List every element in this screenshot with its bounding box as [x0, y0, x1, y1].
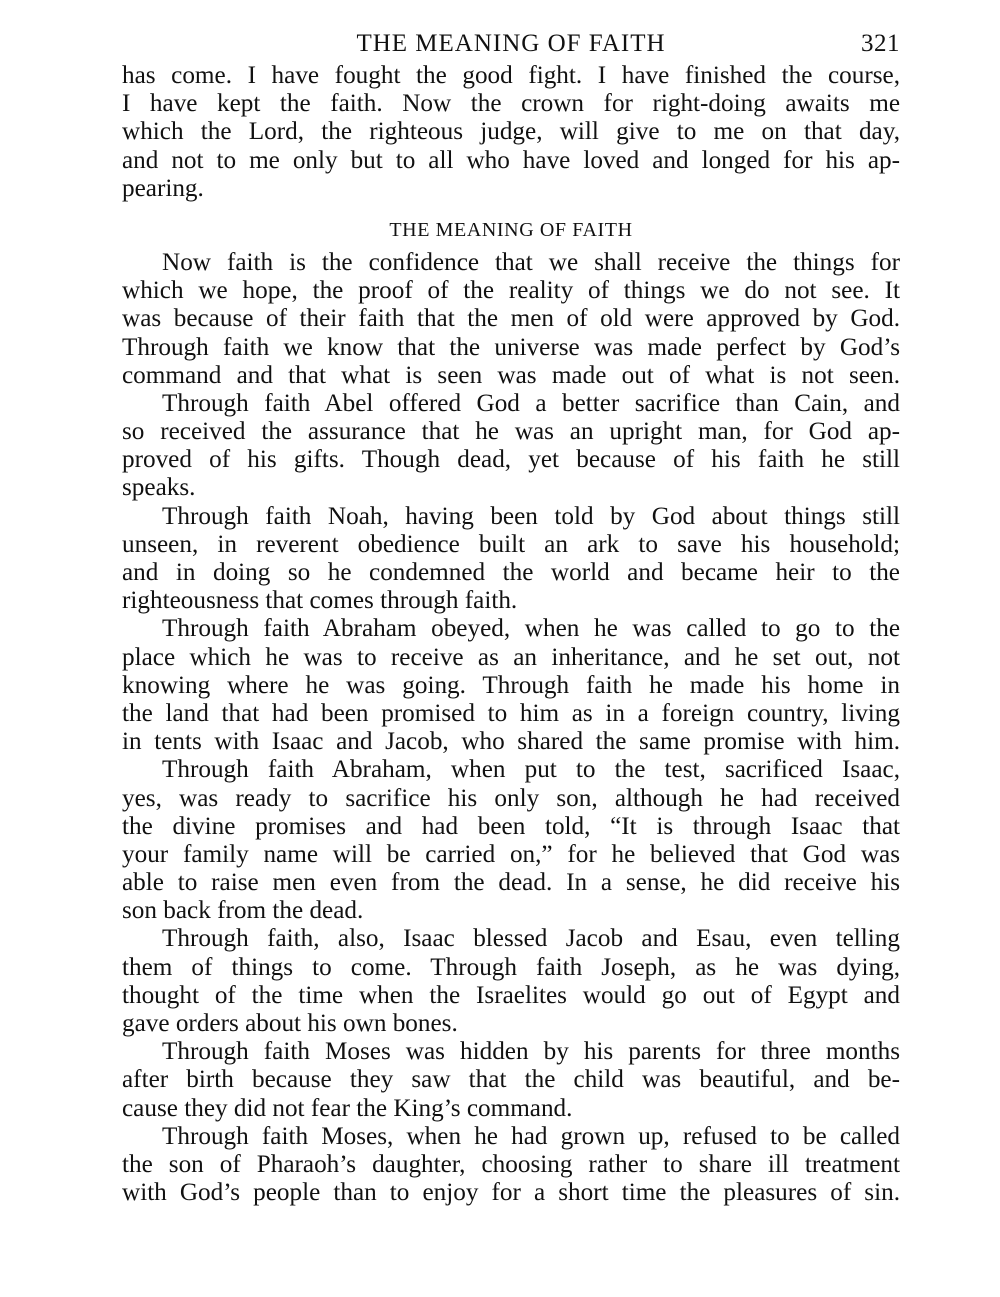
text-line: so received the assurance that he was an upright man, for God ap- [122, 418, 900, 446]
text-line: son back from the dead. [122, 897, 364, 925]
text-line: has come. I have fought the good fight. I have finished the course, [122, 62, 900, 89]
text-line: and in doing so he condemned the world and became heir to the [122, 559, 900, 586]
paragraph [122, 925, 900, 1038]
paragraph [122, 249, 900, 390]
text-line: command and that what is seen was made out of what is not seen. [122, 361, 900, 389]
text-line: pearing. [122, 174, 204, 202]
text-line: was because of their faith that the men of old were approved by God. [122, 305, 900, 333]
running-header [122, 26, 900, 62]
intro-paragraph [122, 62, 900, 203]
paragraph [122, 1123, 900, 1208]
text-line: Through faith Noah, having been told by God about things still [162, 502, 900, 530]
text-line: gave orders about his own bones. [122, 1010, 458, 1037]
text-line: your family name will be carried on,” for he believed that God was [122, 840, 900, 868]
paragraph [122, 756, 900, 925]
text-line: thought of the time when the Israelites would go out of Egypt and [122, 981, 900, 1009]
text-line: place which he was to receive as an inheritance, and he set out, not [122, 643, 900, 671]
text-line: yes, was ready to sacrifice his only son, although he had received [122, 784, 900, 812]
text-line: cause they did not fear the King’s command. [122, 1094, 573, 1122]
paragraph [122, 615, 900, 756]
section-heading: THE MEANING OF FAITH [389, 218, 633, 241]
text-line: Through faith Abraham obeyed, when he was called to go to the [162, 615, 900, 643]
paragraph [122, 1038, 900, 1123]
text-line: speaks. [122, 474, 196, 502]
text-line: and not to me only but to all who have loved and longed for his ap- [122, 146, 900, 174]
text-line: which we hope, the proof of the reality of things we do not see. It [122, 277, 900, 305]
text-line: unseen, in reverent obedience built an ark to save his household; [122, 530, 900, 558]
text-line: the land that had been promised to him as in a foreign country, living [122, 699, 900, 727]
text-line: I have kept the faith. Now the crown for right-doing awaits me [122, 90, 900, 118]
page-number: 321 [861, 30, 900, 57]
text-line: them of things to come. Through faith Joseph, as he was dying, [122, 953, 900, 981]
text-line: Through faith Moses, when he had grown up, refused to be called [162, 1122, 900, 1150]
paragraph [122, 390, 900, 503]
text-line: which the Lord, the righteous judge, will give to me on that day, [122, 118, 900, 146]
book-page [122, 26, 900, 1207]
paragraph [122, 503, 900, 616]
running-title: THE MEANING OF FAITH [356, 30, 666, 57]
text-line: Through faith Moses was hidden by his parents for three months [162, 1038, 900, 1066]
text-line: in tents with Isaac and Jacob, who shared the same promise with him. [122, 728, 900, 756]
text-line: Through faith we know that the universe was made perfect by God’s [122, 333, 900, 361]
text-line: the son of Pharaoh’s daughter, choosing rather to share ill treatment [122, 1150, 900, 1178]
text-line: knowing where he was going. Through faith he made his home in [122, 671, 900, 699]
text-line: after birth because they saw that the child was beautiful, and be- [122, 1066, 900, 1094]
text-line: righteousness that comes through faith. [122, 587, 518, 615]
text-line: Through faith, also, Isaac blessed Jacob and Esau, even telling [162, 925, 900, 953]
text-line: Through faith Abel offered God a better sacrifice than Cain, and [162, 389, 900, 417]
text-line: Now faith is the confidence that we shall receive the things for [162, 248, 900, 276]
text-line: proved of his gifts. Though dead, yet because of his faith he still [122, 446, 900, 474]
text-line: Through faith Abraham, when put to the test, sacrificed Isaac, [162, 756, 900, 784]
text-line: the divine promises and had been told, “It is through Isaac that [122, 812, 900, 840]
text-line: with God’s people than to enjoy for a short time the pleasures of sin. [122, 1179, 900, 1207]
text-line: able to raise men even from the dead. In a sense, he did receive his [122, 869, 900, 897]
